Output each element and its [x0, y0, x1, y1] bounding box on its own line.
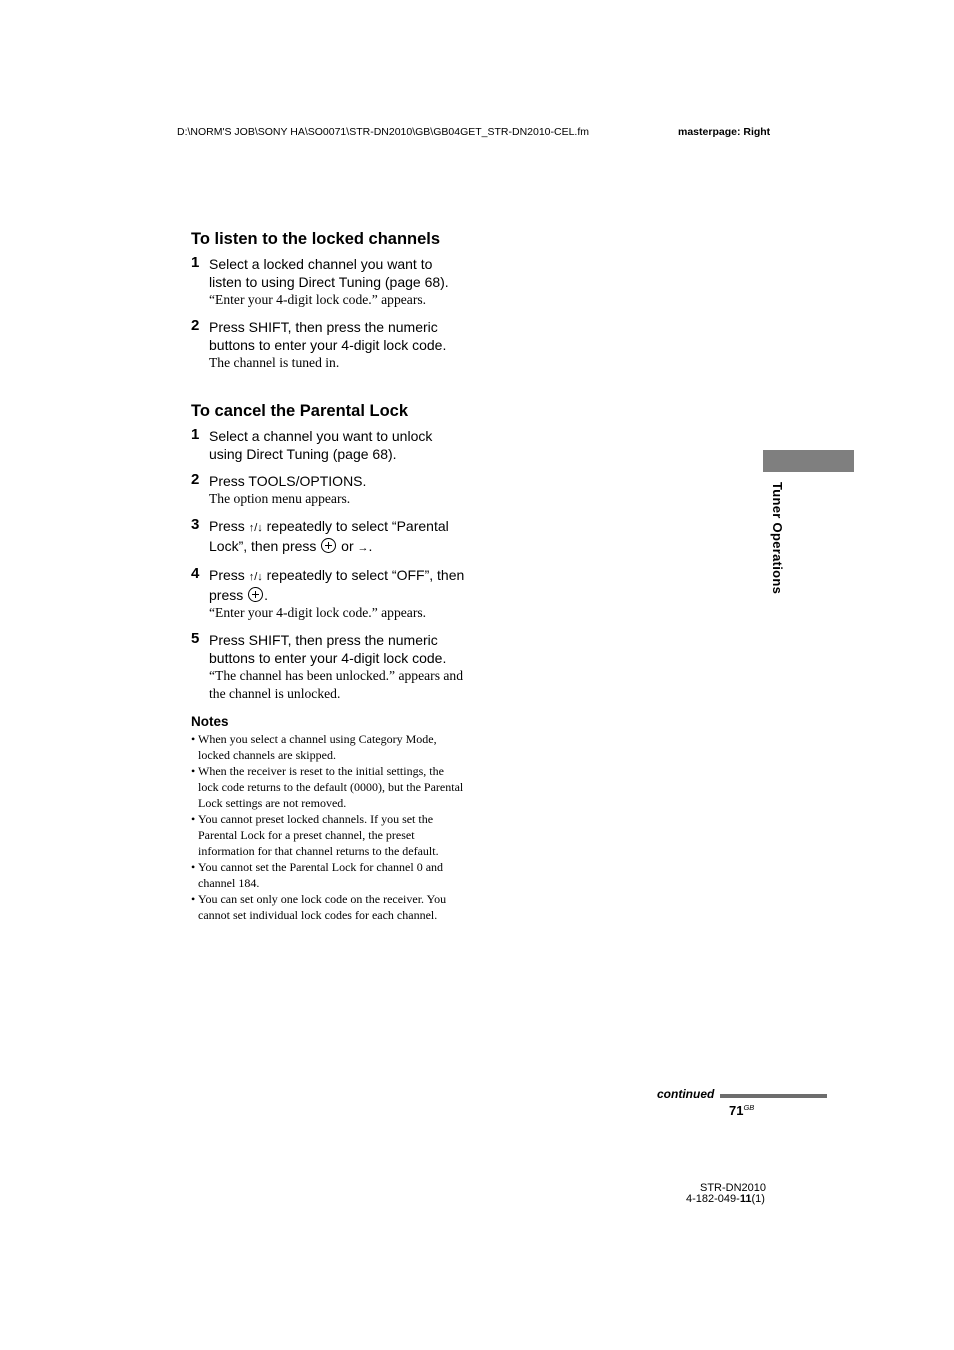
- up-down-arrow-icon: ↑/↓: [248, 571, 263, 583]
- step-text: [209, 517, 466, 557]
- part-code: [686, 1193, 765, 1205]
- step-text-part: .: [264, 587, 269, 603]
- step-note: The option menu appears.: [209, 491, 351, 506]
- continued-rule: [720, 1094, 827, 1098]
- step-number: 4: [191, 565, 200, 582]
- header-masterpage: masterpage: Right: [678, 126, 771, 138]
- step: [191, 517, 466, 557]
- step-note: “The channel has been unlocked.” appears and the channel is unlocked.: [209, 668, 464, 701]
- part-code-bold: 11: [739, 1193, 752, 1205]
- part-code-suffix: (1): [751, 1193, 765, 1205]
- step-text-part: repeatedly to select “OFF”, then press: [209, 567, 465, 603]
- step-text-part: repeatedly to select “Parental Lock”, then press: [209, 518, 449, 554]
- step-text-part: Press: [209, 567, 249, 583]
- model-number: STR-DN2010: [700, 1182, 767, 1194]
- section-tab-bar: [763, 450, 854, 472]
- part-code-prefix: 4-182-049-: [686, 1193, 740, 1205]
- page-suffix: GB: [743, 1103, 755, 1112]
- enter-button-icon: [248, 587, 263, 602]
- step-text-part: or: [337, 538, 358, 554]
- note-item: • When you select a channel using Category Mode, locked channels are skipped.: [191, 731, 466, 763]
- main-column: [191, 228, 466, 923]
- step-number: 2: [191, 471, 200, 488]
- continued-label: continued: [657, 1087, 715, 1101]
- step-text: Press SHIFT, then press the numeric buttons to enter your 4-digit lock code.: [209, 319, 447, 353]
- step: [191, 631, 466, 703]
- step-note: “Enter your 4-digit lock code.” appears.: [209, 292, 427, 307]
- right-arrow-icon: →: [357, 542, 369, 554]
- step-text-part: .: [368, 538, 373, 554]
- step-number: 3: [191, 516, 200, 533]
- step-note: The channel is tuned in.: [209, 355, 340, 370]
- note-item: • When the receiver is reset to the initial settings, the lock code returns to the default (0000), but the Parental Lock settings are not removed.: [191, 763, 466, 811]
- page-number: [729, 1103, 754, 1118]
- step-text: Press TOOLS/OPTIONS.: [209, 473, 367, 489]
- note-item: • You cannot set the Parental Lock for channel 0 and channel 184.: [191, 859, 466, 891]
- side-tab-label: Tuner Operations: [770, 482, 785, 595]
- step-number: 2: [191, 317, 200, 334]
- step-text: [209, 566, 466, 604]
- step: [191, 255, 466, 309]
- step-text: Press SHIFT, then press the numeric buttons to enter your 4-digit lock code.: [209, 632, 447, 666]
- step-text: Select a channel you want to unlock using Direct Tuning (page 68).: [209, 428, 433, 462]
- step: [191, 318, 466, 372]
- section-title-cancel-parental-lock: To cancel the Parental Lock: [191, 402, 409, 420]
- step-text: Select a locked channel you want to listen to using Direct Tuning (page 68).: [209, 256, 449, 290]
- step: [191, 472, 466, 508]
- enter-button-icon: [321, 538, 336, 553]
- step-number: 1: [191, 426, 200, 443]
- step-number: 5: [191, 630, 200, 647]
- header-file-path: D:\NORM'S JOB\SONY HA\SO0071\STR-DN2010\GB\GB04GET_STR-DN2010-CEL.fm: [177, 126, 590, 138]
- notes-list: [191, 731, 466, 923]
- notes-title: Notes: [191, 714, 229, 729]
- page-number-value: 71: [729, 1103, 744, 1118]
- note-item: • You can set only one lock code on the receiver. You cannot set individual lock codes for each channel.: [191, 891, 466, 923]
- section-title-listen-locked: To listen to the locked channels: [191, 230, 441, 248]
- step: [191, 566, 466, 622]
- note-item: • You cannot preset locked channels. If you set the Parental Lock for a preset channel, the preset information for that channel returns to the default.: [191, 811, 466, 859]
- step: [191, 427, 466, 463]
- step-note: “Enter your 4-digit lock code.” appears.: [209, 605, 427, 620]
- step-number: 1: [191, 254, 200, 271]
- up-down-arrow-icon: ↑/↓: [248, 522, 263, 534]
- step-text-part: Press: [209, 518, 249, 534]
